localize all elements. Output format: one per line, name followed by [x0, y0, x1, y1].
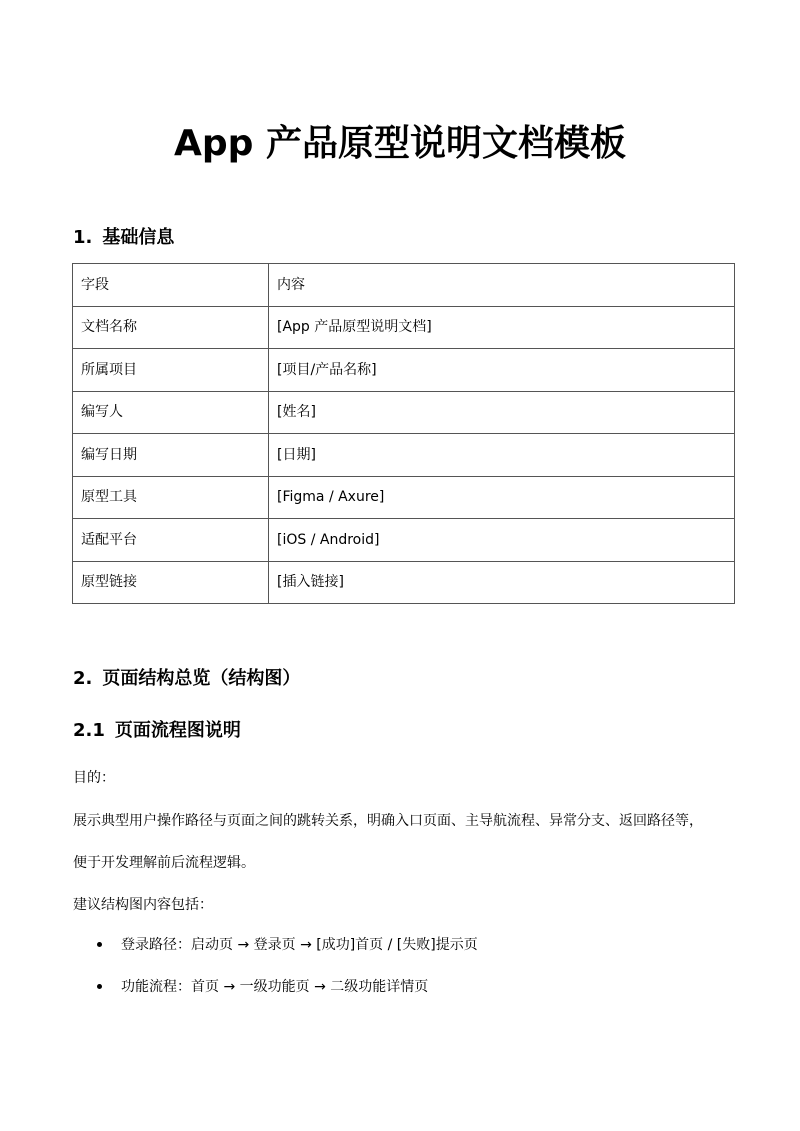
document-title: App 产品原型说明文档模板 [174, 123, 626, 164]
section-2-heading [73, 666, 300, 692]
table-header-cell: 内容 [269, 264, 735, 307]
flow-bullet-list [73, 935, 478, 1019]
subsection-2-1-number: 2.1 [73, 720, 105, 741]
bullet-icon [97, 942, 102, 947]
subsection-2-1-heading [73, 718, 241, 744]
suggestion-label: 建议结构图内容包括： [73, 897, 213, 913]
section-1-title: 基础信息 [102, 227, 175, 248]
basic-info-table [72, 263, 735, 604]
table-row [73, 391, 735, 434]
table-cell-value: [项目/产品名称] [269, 349, 735, 392]
table-row [73, 519, 735, 562]
section-2-number: 2. [73, 668, 93, 689]
list-item [73, 977, 478, 1019]
table-row [73, 434, 735, 477]
list-item [73, 935, 478, 977]
section-2-title: 页面结构总览（结构图） [102, 668, 301, 689]
bullet-icon [97, 984, 102, 989]
table-cell-field: 所属项目 [73, 349, 269, 392]
table-row [73, 349, 735, 392]
table-cell-value: [App 产品原型说明文档] [269, 306, 735, 349]
table-cell-field: 编写日期 [73, 434, 269, 477]
section-1-heading [73, 225, 174, 251]
list-item-text: 功能流程：首页 → 一级功能页 → 二级功能详情页 [121, 979, 429, 995]
purpose-label: 目的： [73, 770, 115, 786]
list-item-text: 登录路径：启动页 → 登录页 → [成功]首页 / [失败]提示页 [121, 937, 478, 953]
table-cell-field: 文档名称 [73, 306, 269, 349]
purpose-text-line-2: 便于开发理解前后流程逻辑。 [73, 855, 255, 871]
table-cell-field: 编写人 [73, 391, 269, 434]
table-cell-value: [日期] [269, 434, 735, 477]
table-header-cell: 字段 [73, 264, 269, 307]
table-row [73, 306, 735, 349]
subsection-2-1-title: 页面流程图说明 [114, 720, 241, 741]
table-cell-field: 原型工具 [73, 476, 269, 519]
section-1-number: 1. [73, 227, 93, 248]
table-cell-value: [Figma / Axure] [269, 476, 735, 519]
purpose-text-line-1: 展示典型用户操作路径与页面之间的跳转关系，明确入口页面、主导航流程、异常分支、返回路径等， [73, 813, 703, 829]
table-row [73, 476, 735, 519]
table-header-row [73, 264, 735, 307]
table-cell-field: 原型链接 [73, 561, 269, 604]
table-cell-field: 适配平台 [73, 519, 269, 562]
table-cell-value: [插入链接] [269, 561, 735, 604]
table-cell-value: [iOS / Android] [269, 519, 735, 562]
table-row [73, 561, 735, 604]
table-cell-value: [姓名] [269, 391, 735, 434]
